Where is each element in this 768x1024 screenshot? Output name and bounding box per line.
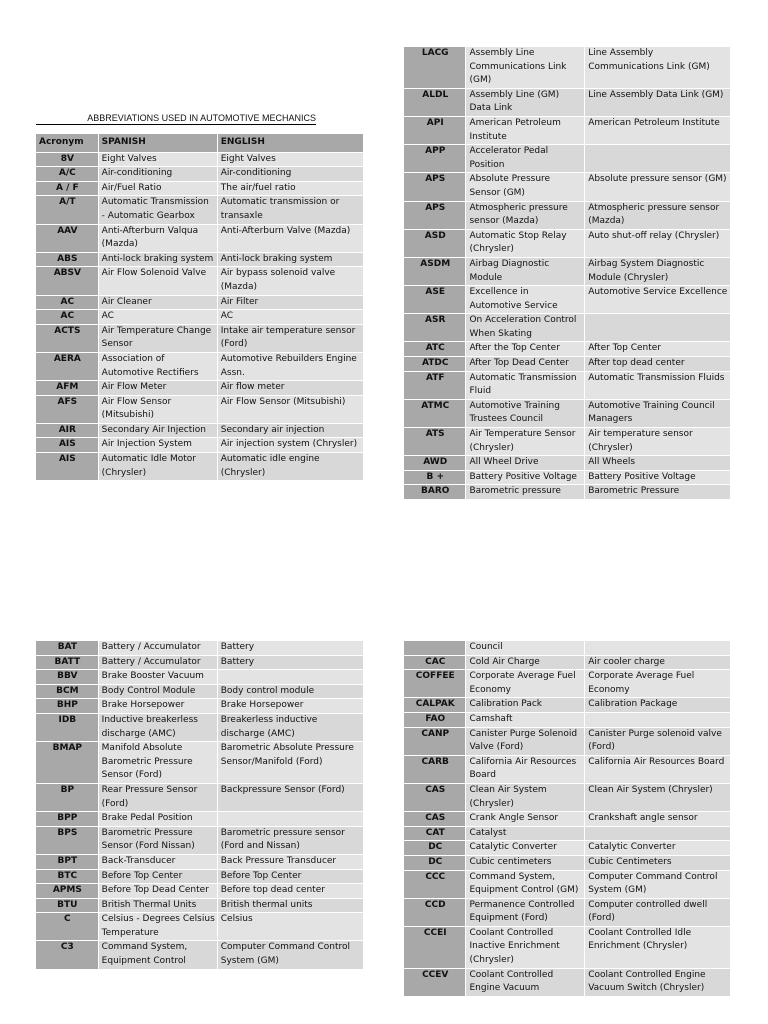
table-row <box>36 396 364 423</box>
english-cell: Canister Purge solenoid valve (Ford) <box>585 728 731 755</box>
english-cell: Intake air temperature sensor (Ford) <box>218 325 364 352</box>
spanish-cell: Crank Angle Sensor <box>466 812 585 826</box>
english-cell: Coolant Controlled Idle Enrichment (Chrysler) <box>585 927 731 968</box>
spanish-cell: Rear Pressure Sensor (Ford) <box>99 784 218 811</box>
acronym-cell: BHP <box>36 699 99 713</box>
table-row <box>404 173 731 200</box>
acronym-cell: ATS <box>404 428 466 455</box>
english-cell: Barometric pressure sensor (Ford and Nissan) <box>218 827 364 854</box>
acronym-cell: BBV <box>36 670 99 684</box>
table-row <box>36 381 364 395</box>
acronym-cell: ABS <box>36 253 99 267</box>
english-cell: Barometric Absolute Pressure Sensor/Manifold (Ford) <box>218 742 364 783</box>
acronym-cell: BCM <box>36 685 99 699</box>
acronym-cell: CAC <box>404 656 466 670</box>
acronym-cell: BTU <box>36 899 99 913</box>
english-cell: The air/fuel ratio <box>218 182 364 196</box>
acronym-cell: ASE <box>404 286 466 313</box>
spanish-cell: Command System, Equipment Control <box>99 941 218 968</box>
table-row <box>36 424 364 438</box>
spanish-cell: Battery / Accumulator <box>99 656 218 670</box>
table-row <box>36 182 364 196</box>
table-row <box>404 117 731 144</box>
english-cell: Automotive Training Council Managers <box>585 400 731 427</box>
table-row <box>404 230 731 257</box>
acronym-cell: A/T <box>36 196 99 223</box>
table-row <box>36 353 364 380</box>
spanish-cell: Air Injection System <box>99 438 218 452</box>
spanish-cell: Anti-lock braking system <box>99 253 218 267</box>
english-cell: Air Filter <box>218 296 364 310</box>
table-row <box>36 641 364 655</box>
spanish-cell: Airbag Diagnostic Module <box>466 258 585 285</box>
spanish-cell: Corporate Average Fuel Economy <box>466 670 585 697</box>
spanish-cell: Coolant Controlled Engine Vacuum <box>466 969 585 996</box>
english-cell: Catalytic Converter <box>585 841 731 855</box>
acronym-cell: API <box>404 117 466 144</box>
english-cell: Brake Horsepower <box>218 699 364 713</box>
english-cell: Air flow meter <box>218 381 364 395</box>
english-cell: Computer controlled dwell (Ford) <box>585 899 731 926</box>
table-row <box>36 438 364 452</box>
table-row <box>404 756 731 783</box>
english-cell: Cubic Centimeters <box>585 856 731 870</box>
table-row <box>404 372 731 399</box>
acronym-cell: FAO <box>404 713 466 727</box>
spanish-cell: Cubic centimeters <box>466 856 585 870</box>
english-cell: Secondary air injection <box>218 424 364 438</box>
acronym-cell: BAT <box>36 641 99 655</box>
spanish-cell: Association of Automotive Rectifiers <box>99 353 218 380</box>
spanish-cell: Automatic Transmission Fluid <box>466 372 585 399</box>
table-row <box>36 784 364 811</box>
spanish-cell: Manifold Absolute Barometric Pressure Sensor (Ford) <box>99 742 218 783</box>
table-row <box>404 47 731 88</box>
english-cell: Celsius <box>218 913 364 940</box>
spanish-cell: Air Cleaner <box>99 296 218 310</box>
spanish-cell: Barometric Pressure Sensor (Ford Nissan) <box>99 827 218 854</box>
acronym-cell: COFFEE <box>404 670 466 697</box>
spanish-cell: Automotive Training Trustees Council <box>466 400 585 427</box>
acronym-cell: CAS <box>404 812 466 826</box>
spanish-cell: Barometric pressure <box>466 485 585 499</box>
acronym-cell: C3 <box>36 941 99 968</box>
acronym-cell: BPP <box>36 812 99 826</box>
table-row <box>36 196 364 223</box>
acronym-cell: 8V <box>36 153 99 167</box>
spanish-cell: Air Flow Solenoid Valve <box>99 267 218 294</box>
english-cell: Air Flow Sensor (Mitsubishi) <box>218 396 364 423</box>
spanish-cell: Atmospheric pressure sensor (Mazda) <box>466 202 585 229</box>
acronym-cell: BATT <box>36 656 99 670</box>
table-row <box>404 899 731 926</box>
english-cell <box>585 713 731 727</box>
english-cell: Air cooler charge <box>585 656 731 670</box>
table-row <box>404 357 731 371</box>
acronym-cell: CANP <box>404 728 466 755</box>
spanish-cell: Eight Valves <box>99 153 218 167</box>
acronym-cell: AIS <box>36 453 99 480</box>
spanish-cell: After Top Dead Center <box>466 357 585 371</box>
spanish-cell: Absolute Pressure Sensor (GM) <box>466 173 585 200</box>
acronym-cell: AWD <box>404 456 466 470</box>
spanish-cell: Clean Air System (Chrysler) <box>466 784 585 811</box>
acronym-cell: AIS <box>36 438 99 452</box>
table-row <box>36 899 364 913</box>
spanish-cell: Canister Purge Solenoid Valve (Ford) <box>466 728 585 755</box>
spanish-cell: Assembly Line (GM) Data Link <box>466 89 585 116</box>
document-title: ABBREVIATIONS USED IN AUTOMOTIVE MECHANICS <box>36 113 316 125</box>
table-row <box>36 310 364 324</box>
spanish-cell: Camshaft <box>466 713 585 727</box>
table-row <box>404 656 731 670</box>
acronym-cell: A/C <box>36 167 99 181</box>
english-cell: All Wheels <box>585 456 731 470</box>
english-cell: After Top Center <box>585 342 731 356</box>
acronym-cell: BP <box>36 784 99 811</box>
english-cell: Backpressure Sensor (Ford) <box>218 784 364 811</box>
acronym-cell: ASR <box>404 314 466 341</box>
acronym-cell: AERA <box>36 353 99 380</box>
table-row <box>404 698 731 712</box>
english-cell: California Air Resources Board <box>585 756 731 783</box>
table-row <box>36 225 364 252</box>
table-row <box>36 253 364 267</box>
spanish-cell: Brake Pedal Position <box>99 812 218 826</box>
table-row <box>36 453 364 480</box>
english-cell: Anti-Afterburn Valve (Mazda) <box>218 225 364 252</box>
table-row <box>404 927 731 968</box>
header-spanish: SPANISH <box>99 134 218 152</box>
acronym-cell: DC <box>404 856 466 870</box>
english-cell: Breakerless inductive discharge (AMC) <box>218 714 364 741</box>
english-cell: British thermal units <box>218 899 364 913</box>
english-cell: Absolute pressure sensor (GM) <box>585 173 731 200</box>
table-row <box>36 827 364 854</box>
spanish-cell: Brake Horsepower <box>99 699 218 713</box>
acronym-cell: CCEV <box>404 969 466 996</box>
english-cell: Automatic idle engine (Chrysler) <box>218 453 364 480</box>
english-cell: Back Pressure Transducer <box>218 855 364 869</box>
acronym-cell: IDB <box>36 714 99 741</box>
spanish-cell: Inductive breakerless discharge (AMC) <box>99 714 218 741</box>
table-row <box>404 871 731 898</box>
english-cell: Battery Positive Voltage <box>585 471 731 485</box>
acronym-cell: AC <box>36 296 99 310</box>
table-row <box>36 941 364 968</box>
spanish-cell: Assembly Line Communications Link (GM) <box>466 47 585 88</box>
spanish-cell: AC <box>99 310 218 324</box>
spanish-cell: Anti-Afterburn Valqua (Mazda) <box>99 225 218 252</box>
english-cell <box>585 145 731 172</box>
spanish-cell: Air-conditioning <box>99 167 218 181</box>
acronym-cell: APS <box>404 173 466 200</box>
acronym-cell: ASD <box>404 230 466 257</box>
table-row <box>404 784 731 811</box>
spanish-cell: Back-Transducer <box>99 855 218 869</box>
acronym-cell: ASDM <box>404 258 466 285</box>
english-cell: After top dead center <box>585 357 731 371</box>
table-row <box>404 342 731 356</box>
table-row <box>36 884 364 898</box>
spanish-cell: Council <box>466 641 585 655</box>
table-row <box>404 641 731 655</box>
table-row <box>36 742 364 783</box>
header-row <box>36 134 364 152</box>
acronym-cell: BPT <box>36 855 99 869</box>
spanish-cell: Celsius - Degrees Celsius Temperature <box>99 913 218 940</box>
table-row <box>36 656 364 670</box>
abbreviations-table-3 <box>36 640 364 970</box>
spanish-cell: Body Control Module <box>99 685 218 699</box>
english-cell: Crankshaft angle sensor <box>585 812 731 826</box>
spanish-cell: Air Flow Meter <box>99 381 218 395</box>
spanish-cell: On Acceleration Control When Skating <box>466 314 585 341</box>
acronym-cell: APP <box>404 145 466 172</box>
table-row <box>404 485 731 499</box>
english-cell: Atmospheric pressure sensor (Mazda) <box>585 202 731 229</box>
acronym-cell: CAT <box>404 827 466 841</box>
spanish-cell: California Air Resources Board <box>466 756 585 783</box>
english-cell: Airbag System Diagnostic Module (Chrysler) <box>585 258 731 285</box>
table-row <box>36 670 364 684</box>
english-cell: Before Top Center <box>218 870 364 884</box>
acronym-cell: CAS <box>404 784 466 811</box>
acronym-cell: ATF <box>404 372 466 399</box>
english-cell: Air-conditioning <box>218 167 364 181</box>
spanish-cell: Cold Air Charge <box>466 656 585 670</box>
english-cell: Battery <box>218 641 364 655</box>
header-acronym: Acronym <box>36 134 99 152</box>
table-row <box>404 258 731 285</box>
english-cell: Automotive Service Excellence <box>585 286 731 313</box>
acronym-cell: CCC <box>404 871 466 898</box>
english-cell <box>218 670 364 684</box>
english-cell: Automotive Rebuilders Engine Assn. <box>218 353 364 380</box>
table-row <box>404 827 731 841</box>
acronym-cell: AIR <box>36 424 99 438</box>
abbreviations-table-1 <box>36 133 364 481</box>
table-row <box>404 456 731 470</box>
table-row <box>36 685 364 699</box>
acronym-cell: LACG <box>404 47 466 88</box>
acronym-cell: AFM <box>36 381 99 395</box>
spanish-cell: Air Temperature Change Sensor <box>99 325 218 352</box>
table-row <box>404 728 731 755</box>
acronym-cell: AFS <box>36 396 99 423</box>
acronym-cell: AC <box>36 310 99 324</box>
spanish-cell: Catalytic Converter <box>466 841 585 855</box>
english-cell: Eight Valves <box>218 153 364 167</box>
english-cell: Automatic transmission or transaxle <box>218 196 364 223</box>
acronym-cell: ALDL <box>404 89 466 116</box>
spanish-cell: Battery Positive Voltage <box>466 471 585 485</box>
english-cell: Clean Air System (Chrysler) <box>585 784 731 811</box>
table-row <box>36 812 364 826</box>
acronym-cell: CCD <box>404 899 466 926</box>
english-cell: Computer Command Control System (GM) <box>218 941 364 968</box>
spanish-cell: Secondary Air Injection <box>99 424 218 438</box>
table-row <box>404 89 731 116</box>
table-row <box>404 202 731 229</box>
acronym-cell: BPS <box>36 827 99 854</box>
acronym-cell: APMS <box>36 884 99 898</box>
spanish-cell: Automatic Transmission - Automatic Gearbox <box>99 196 218 223</box>
spanish-cell: Air Temperature Sensor (Chrysler) <box>466 428 585 455</box>
acronym-cell: B + <box>404 471 466 485</box>
table-row <box>404 856 731 870</box>
spanish-cell: Permanence Controlled Equipment (Ford) <box>466 899 585 926</box>
acronym-cell: CALPAK <box>404 698 466 712</box>
table-row <box>36 153 364 167</box>
acronym-cell: APS <box>404 202 466 229</box>
spanish-cell: Air Flow Sensor (Mitsubishi) <box>99 396 218 423</box>
acronym-cell: AAV <box>36 225 99 252</box>
english-cell: Computer Command Control System (GM) <box>585 871 731 898</box>
spanish-cell: Accelerator Pedal Position <box>466 145 585 172</box>
spanish-cell: Calibration Pack <box>466 698 585 712</box>
english-cell: Coolant Controlled Engine Vacuum Switch (Chrysler) <box>585 969 731 996</box>
acronym-cell: C <box>36 913 99 940</box>
table-row <box>36 325 364 352</box>
acronym-cell: BTC <box>36 870 99 884</box>
header-english: ENGLISH <box>218 134 364 152</box>
acronym-cell: CCEI <box>404 927 466 968</box>
english-cell: Line Assembly Data Link (GM) <box>585 89 731 116</box>
english-cell: Body control module <box>218 685 364 699</box>
english-cell: Automatic Transmission Fluids <box>585 372 731 399</box>
english-cell <box>218 812 364 826</box>
spanish-cell: Automatic Idle Motor (Chrysler) <box>99 453 218 480</box>
spanish-cell: Excellence in Automotive Service <box>466 286 585 313</box>
table-row <box>404 314 731 341</box>
english-cell <box>585 314 731 341</box>
acronym-cell: A / F <box>36 182 99 196</box>
spanish-cell: Battery / Accumulator <box>99 641 218 655</box>
table-row <box>404 841 731 855</box>
abbreviations-table-2 <box>404 46 731 500</box>
english-cell: Air temperature sensor (Chrysler) <box>585 428 731 455</box>
acronym-cell: ATDC <box>404 357 466 371</box>
acronym-cell: ABSV <box>36 267 99 294</box>
acronym-cell: ATMC <box>404 400 466 427</box>
table-row <box>404 145 731 172</box>
table-row <box>36 714 364 741</box>
table-row <box>36 855 364 869</box>
spanish-cell: Coolant Controlled Inactive Enrichment (Chrysler) <box>466 927 585 968</box>
spanish-cell: Air/Fuel Ratio <box>99 182 218 196</box>
abbreviations-table-4 <box>404 640 731 997</box>
table-row <box>36 167 364 181</box>
table-row <box>36 296 364 310</box>
english-cell: Anti-lock braking system <box>218 253 364 267</box>
english-cell: Battery <box>218 656 364 670</box>
spanish-cell: Automatic Stop Relay (Chrysler) <box>466 230 585 257</box>
acronym-cell: CARB <box>404 756 466 783</box>
english-cell: Line Assembly Communications Link (GM) <box>585 47 731 88</box>
table-row <box>404 812 731 826</box>
table-row <box>404 428 731 455</box>
spanish-cell: British Thermal Units <box>99 899 218 913</box>
english-cell <box>585 827 731 841</box>
english-cell: Barometric Pressure <box>585 485 731 499</box>
table-row <box>404 670 731 697</box>
spanish-cell: All Wheel Drive <box>466 456 585 470</box>
acronym-cell: DC <box>404 841 466 855</box>
english-cell: American Petroleum Institute <box>585 117 731 144</box>
acronym-cell <box>404 641 466 655</box>
table-row <box>404 400 731 427</box>
spanish-cell: Before Top Center <box>99 870 218 884</box>
spanish-cell: Catalyst <box>466 827 585 841</box>
english-cell: Air bypass solenoid valve (Mazda) <box>218 267 364 294</box>
acronym-cell: BMAP <box>36 742 99 783</box>
acronym-cell: ACTS <box>36 325 99 352</box>
spanish-cell: Before Top Dead Center <box>99 884 218 898</box>
table-row <box>404 713 731 727</box>
english-cell <box>585 641 731 655</box>
table-row <box>36 699 364 713</box>
english-cell: Before top dead center <box>218 884 364 898</box>
english-cell: Auto shut-off relay (Chrysler) <box>585 230 731 257</box>
table-row <box>404 286 731 313</box>
english-cell: Calibration Package <box>585 698 731 712</box>
table-row <box>404 969 731 996</box>
spanish-cell: American Petroleum Institute <box>466 117 585 144</box>
table-row <box>36 870 364 884</box>
spanish-cell: After the Top Center <box>466 342 585 356</box>
acronym-cell: ATC <box>404 342 466 356</box>
table-row <box>36 267 364 294</box>
english-cell: AC <box>218 310 364 324</box>
acronym-cell: BARO <box>404 485 466 499</box>
spanish-cell: Command System, Equipment Control (GM) <box>466 871 585 898</box>
english-cell: Corporate Average Fuel Economy <box>585 670 731 697</box>
spanish-cell: Brake Booster Vacuum <box>99 670 218 684</box>
table-row <box>404 471 731 485</box>
table-row <box>36 913 364 940</box>
english-cell: Air injection system (Chrysler) <box>218 438 364 452</box>
